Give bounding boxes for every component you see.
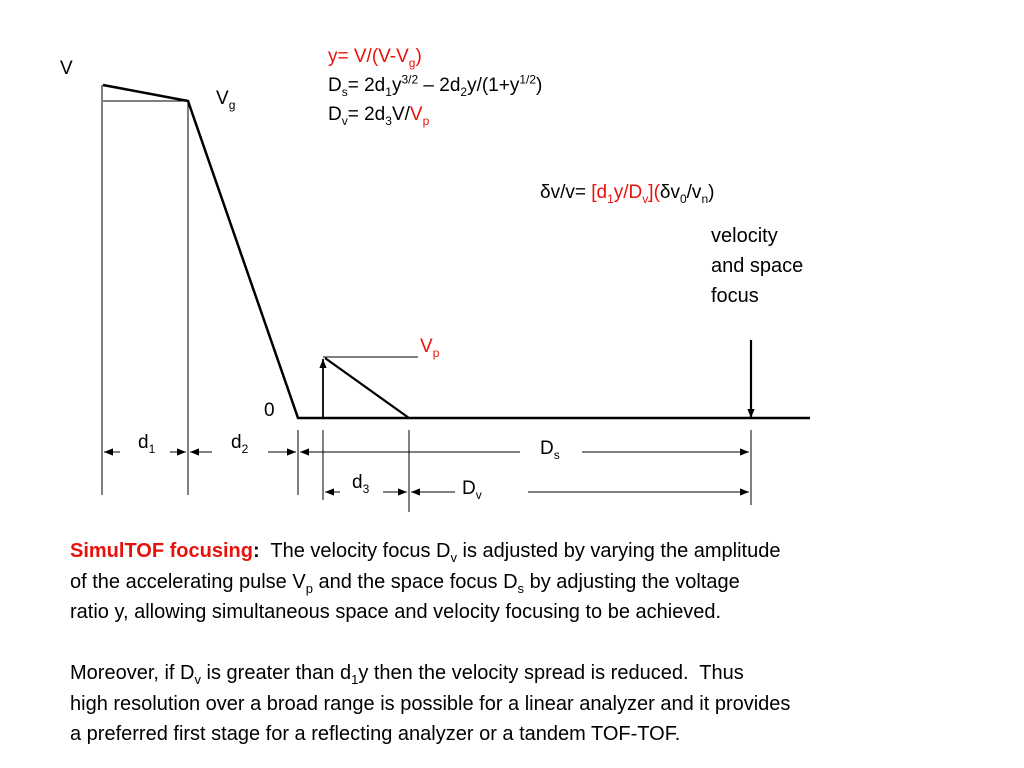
- label-vg: $V_g$: [216, 88, 236, 112]
- label-d3: $d_3$: [352, 472, 370, 496]
- caption-line: ratio y, allowing simultaneous space and velocity focusing to be achieved.: [70, 601, 722, 623]
- caption-paragraph: [70, 536, 970, 750]
- caption-title: SimulTOF focusing: [70, 540, 253, 562]
- potential-curve: [103, 85, 810, 418]
- label-ds: $D_s$: [540, 438, 560, 462]
- vp-pulse-slope: [325, 358, 409, 418]
- caption-line: SimulTOF focusing: The velocity focus $D_v$ is adjusted by varying the amplitude: [70, 540, 781, 565]
- label-d2: $d_2$: [231, 432, 249, 456]
- equation-ds: $D_s= 2d_1y^{3/2} - 2d_2y/(1+y^{1/2})$: [328, 72, 543, 99]
- label-d1: $d_1$: [138, 432, 156, 456]
- focus-note-line: velocity: [711, 225, 778, 247]
- focus-note-line: focus: [711, 285, 759, 307]
- caption-line: Moreover, if $D_v$ is greater than $d_1y$ then the velocity spread is reduced. Thus: [70, 662, 744, 687]
- caption-line: of the accelerating pulse $V_p$ and the space focus $D_s$ by adjusting the voltage: [70, 570, 740, 596]
- equations-block: [328, 42, 542, 129]
- label-v: V: [60, 58, 73, 79]
- label-dv: $D_v$: [462, 478, 482, 502]
- label-zero: 0: [264, 400, 275, 421]
- focus-note-line: and space: [711, 255, 804, 277]
- caption-line: a preferred first stage for a reflecting analyzer or a tandem TOF-TOF.: [70, 723, 681, 745]
- equation-y: $y= V/(V-V_g)$: [328, 46, 422, 70]
- equation-dv: $D_v= 2d_3V/V_p$: [328, 104, 430, 128]
- caption-line: high resolution over a broad range is possible for a linear analyzer and it provides: [70, 692, 791, 715]
- label-vp: $V_p$: [420, 336, 440, 360]
- equation-velocity-spread: $\delta v/v= [d_1y/D_v](\delta v_0/v_n)$: [540, 182, 715, 206]
- focus-note: [711, 221, 851, 311]
